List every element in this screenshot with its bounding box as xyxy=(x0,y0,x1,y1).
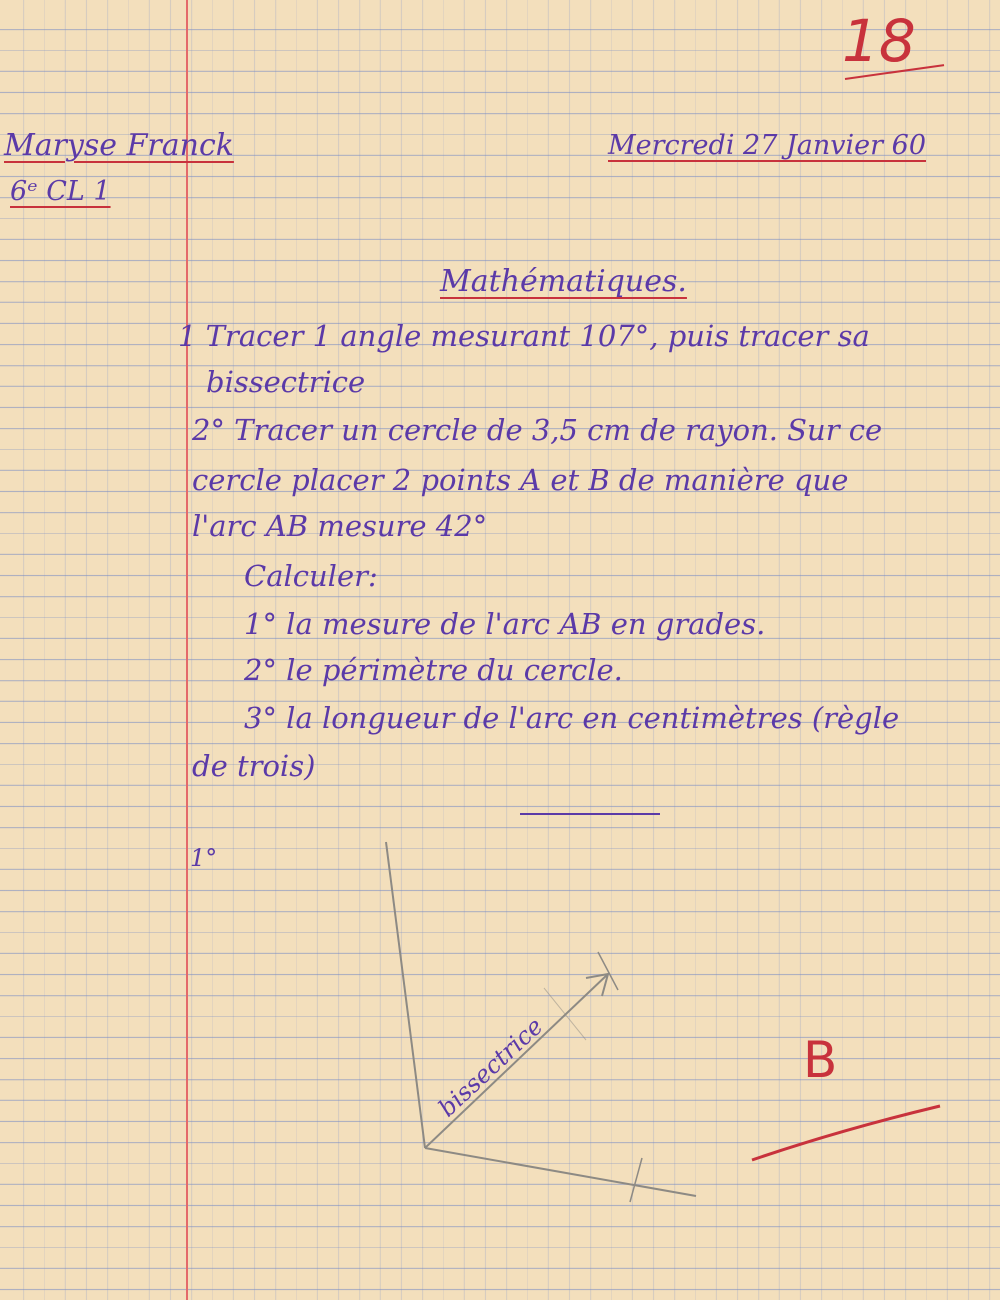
subject-title: Mathématiques. xyxy=(440,264,687,299)
calc-item-2: 2° le périmètre du cercle. xyxy=(244,653,623,687)
exercise2-line3: l'arc AB mesure 42° xyxy=(192,509,488,543)
answer-number: 1° xyxy=(190,844,218,872)
angle-side-upper xyxy=(386,842,425,1148)
calc-item-1: 1° la mesure de l'arc AB en grades. xyxy=(244,607,766,641)
class-name: 6ᵉ CL 1 xyxy=(10,176,111,207)
angle-side-lower xyxy=(425,1148,696,1196)
exercise1-line1: 1 Tracer 1 angle mesurant 107°, puis tracer sa xyxy=(178,319,870,353)
construction-arc xyxy=(544,988,586,1040)
calc-item-3: 3° la longueur de l'arc en centimètres (règle xyxy=(244,701,900,735)
calculate-label: Calculer: xyxy=(244,559,378,593)
exercise1-line2: bissectrice xyxy=(206,365,366,399)
letter-grade: B xyxy=(803,1031,838,1089)
exercise2-line1: 2° Tracer un cercle de 3,5 cm de rayon. Sur ce xyxy=(192,413,883,447)
correction-stroke xyxy=(752,1106,940,1160)
bisector-label: bissectrice xyxy=(432,1012,549,1123)
construction-tick-lower xyxy=(630,1158,642,1202)
calc-item-3-continued: de trois) xyxy=(192,749,316,783)
student-name: Maryse Franck xyxy=(4,128,234,163)
construction-tick-upper xyxy=(598,952,618,990)
exercise2-line2: cercle placer 2 points A et B de manière que xyxy=(192,463,849,497)
date: Mercredi 27 Janvier 60 xyxy=(608,130,927,161)
grade-score: 18 xyxy=(842,7,916,75)
